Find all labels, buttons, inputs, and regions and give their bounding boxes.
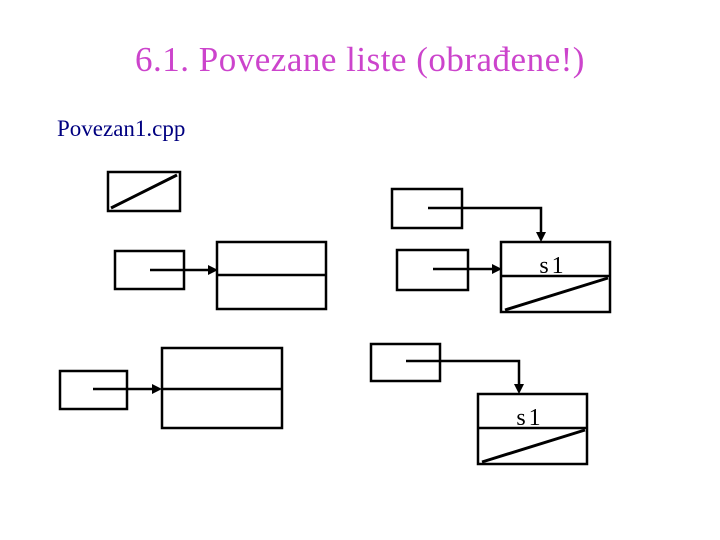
node-box-right-s1	[501, 242, 610, 312]
null-slash	[505, 278, 608, 310]
pointer-box-bottom-right	[371, 344, 524, 394]
arrowhead-right	[152, 384, 162, 394]
subtitle-filename: Povezan1.cpp	[57, 116, 186, 141]
slide-title: 6.1. Povezane liste (obrađene!)	[135, 40, 585, 79]
null-pointer-box-top-left	[108, 172, 180, 211]
pointer-box-bottom-left	[60, 371, 162, 409]
pointer-box-mid-right	[397, 250, 502, 290]
node-label: s1	[539, 253, 567, 279]
pointer-box-top-right	[392, 189, 546, 242]
pointer-elbow-line	[428, 208, 541, 234]
node-box-bottom-right-s1	[478, 394, 587, 464]
node-box-mid-left	[217, 242, 326, 309]
node-box-bottom-left	[162, 348, 282, 428]
null-slash	[111, 175, 177, 208]
box-rect	[371, 344, 440, 381]
arrowhead-down	[536, 232, 546, 242]
null-slash	[482, 430, 585, 462]
arrowhead-down	[514, 384, 524, 394]
pointer-box-mid-left	[115, 251, 218, 289]
node-label: s1	[516, 405, 544, 431]
